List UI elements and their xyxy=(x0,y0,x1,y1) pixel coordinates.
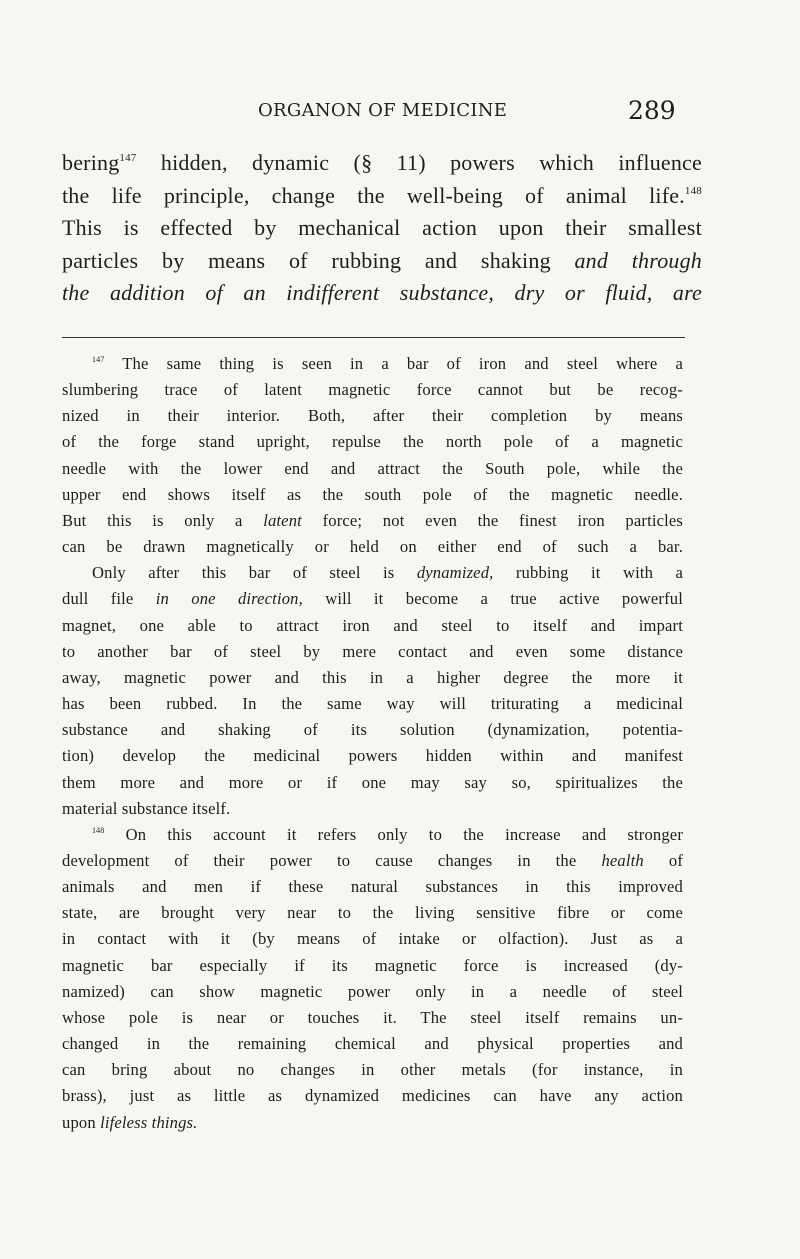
main-text xyxy=(62,147,702,310)
main-text-line: bering$^{147}$ hidden, dynamic (§ 11) powers which influence xyxy=(62,150,702,175)
footnotes xyxy=(62,351,683,1136)
footnote-ref-148: 148 xyxy=(684,184,702,197)
main-text-line: the life principle, change the well-being of animal life.$^{148}$ xyxy=(62,182,702,208)
main-text-line: particles by means of rubbing and shaking and through xyxy=(62,247,702,273)
footnote-number: 147 xyxy=(92,355,105,364)
footnote-divider xyxy=(62,337,685,338)
page-number: 289 xyxy=(628,96,676,125)
main-text-line: This is effected by mechanical action upon their smallest xyxy=(62,215,702,241)
footnote-number: 148 xyxy=(92,825,105,835)
footnote-147: $^{147}$ The same thing is seen in a bar of iron and steel where a slumbering trace of latent magnetic force cannot but be recog- nized in their interior. Both, after their completion by means of the forge stand upright, repulse the north pole of a magnetic needle with the lower end and attract the South pole, while the upper end shows itself as the south pole of the magnetic needle. But this is only a latent force; not even the finest iron particles can be drawn magnetically or held on either end of such a bar. Only after this bar of steel is dynamized, rubbing it with a dull file in one direction, will it become a true active powerful magnet, one able to attract iron and steel to itself and impart to another bar of steel by mere contact and even some distance away, magnetic power and this in a higher degree the more it has been rubbed. In the same way will triturating a medicinal substance and shaking of its solution (dynamization, potentia- tion) develop the medicinal powers hidden within and manifest them more and more or if one may say so, spiritualizes the material substance itself. xyxy=(62,354,683,818)
running-head: ORGANON OF MEDICINE xyxy=(258,100,508,121)
footnote-148: $^{148}$ On this account it refers only to the increase and stronger development of their power to cause changes in the health of animals and men if these natural substances in this improved state, are brought very near to the living sensitive fibre or come in contact with it (by means of intake or olfaction). Just as a magnetic bar especially if its magnetic force is increased (dy- namized) can show magnetic power only in a needle of steel whose pole is near or touches it. The steel itself remains un- changed in the remaining chemical and physical properties and can bring about no changes in other metals (for instance, in brass), just as little as dynamized medicines can have any action upon lifeless things. xyxy=(62,824,684,1132)
main-text-line: the addition of an indifferent substance, dry or fluid, are xyxy=(62,280,702,306)
footnote-ref-147: 147 xyxy=(119,152,137,164)
